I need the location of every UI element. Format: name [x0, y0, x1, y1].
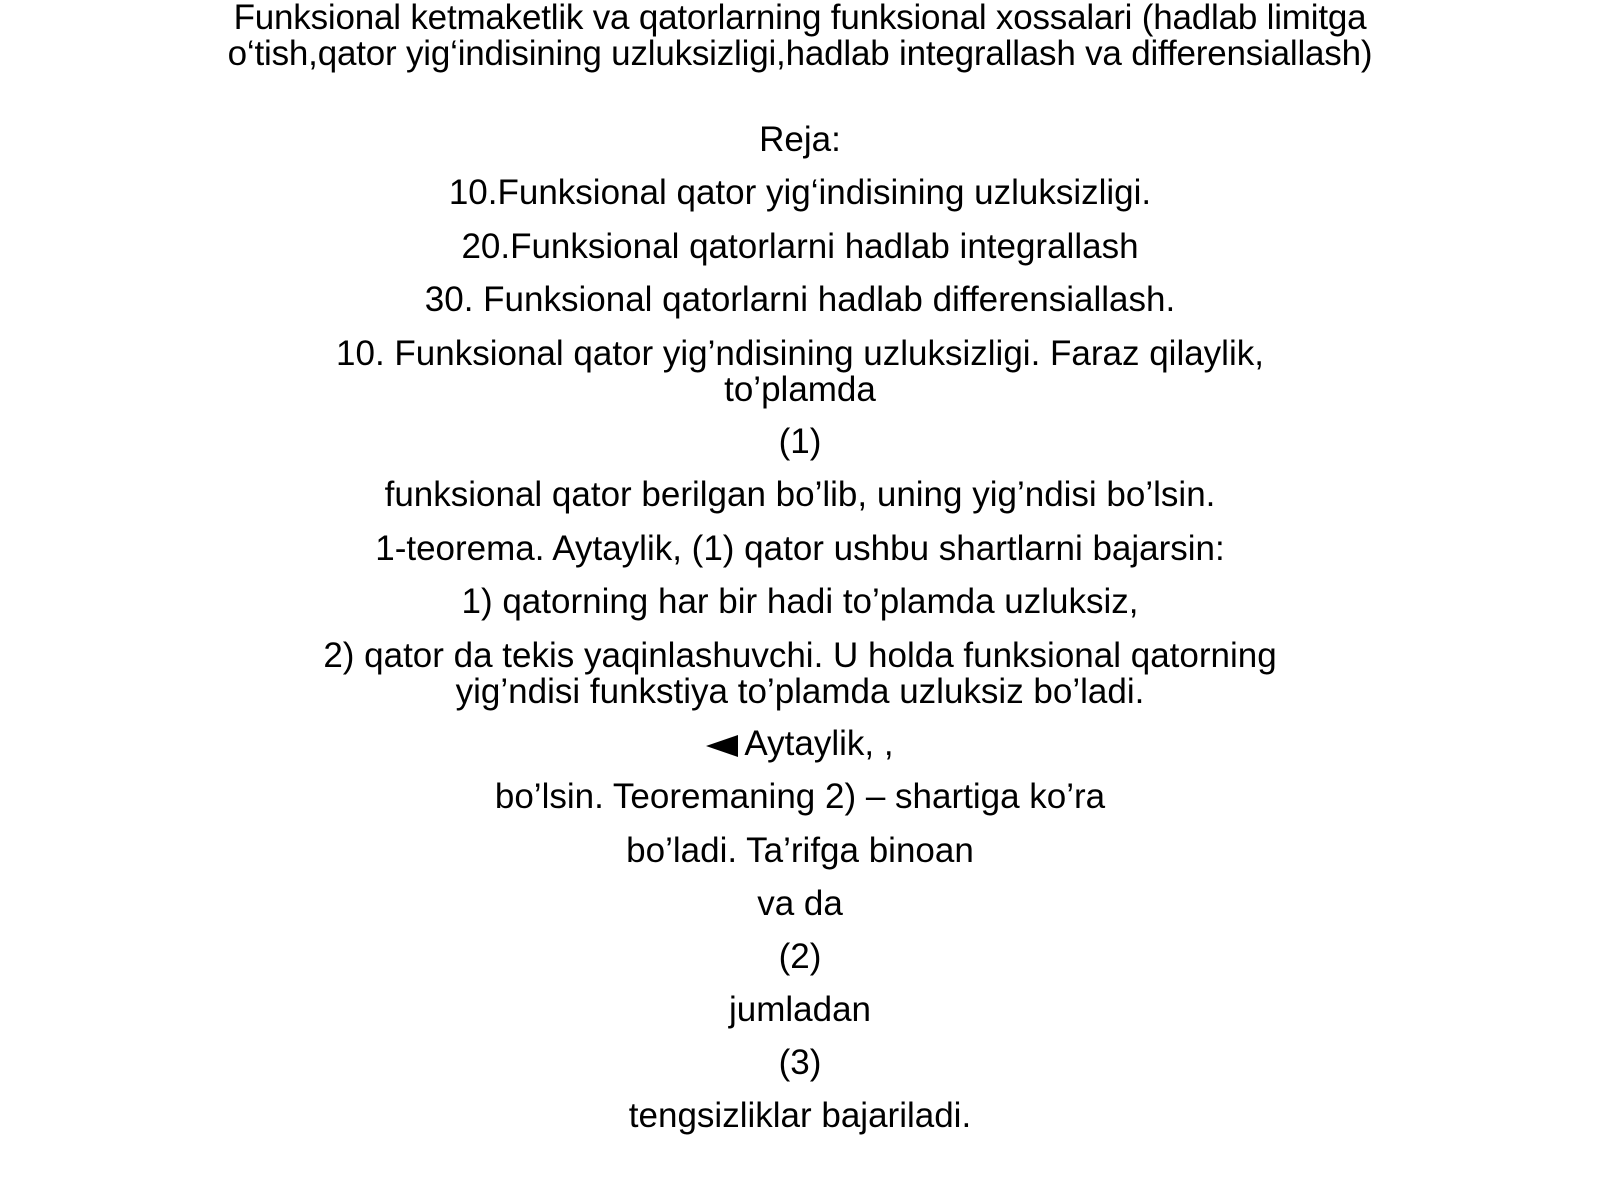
plan-item-2: 20.Funksional qatorlarni hadlab integrallash	[461, 227, 1139, 266]
series-definition: funksional qator berilgan bo’lib, uning yig’ndisi bo’lsin.	[384, 475, 1216, 514]
plan-item-3: 30. Funksional qatorlarni hadlab differensiallash.	[424, 280, 1176, 319]
theorem-condition-2: 2) qator da tekis yaqinlashuvchi. U holda funksional qatorning yig’ndisi funkstiya to’plamda uzluksiz bo’ladi.	[323, 636, 1277, 711]
proof-line-2: bo’ladi. Ta’rifga binoan	[626, 831, 974, 870]
plan-heading: Reja:	[759, 120, 841, 159]
theorem-condition-1: 1) qatorning har bir hadi to’plamda uzluksiz,	[461, 582, 1139, 621]
proof-start-text: Aytaylik, ,	[744, 724, 894, 763]
equation-label-3: (3)	[778, 1043, 822, 1082]
theorem-statement: 1-teorema. Aytaylik, (1) qator ushbu shartlarni bajarsin:	[375, 529, 1225, 568]
proof-line-3: va da	[757, 884, 843, 923]
proof-start	[150, 726, 1450, 762]
proof-line-4: jumladan	[728, 990, 872, 1029]
equation-label-2: (2)	[778, 937, 822, 976]
slide-title: Funksional ketmaketlik va qatorlarning funksional xossalari (hadlab limitga o‘tish,qator yig‘indisining uzluksizligi,hadlab integrallash va differensiallash)	[227, 0, 1373, 73]
proof-line-1: bo’lsin. Teoremaning 2) – shartiga ko’ra	[494, 777, 1106, 816]
proof-line-5: tengsizliklar bajariladi.	[628, 1096, 972, 1135]
section-intro: 10. Funksional qator yig’ndisining uzluksizligi. Faraz qilaylik, to’plamda	[336, 334, 1264, 409]
plan-item-1: 10.Funksional qator yig‘indisining uzluksizligi.	[448, 173, 1152, 212]
equation-label-1: (1)	[778, 422, 822, 461]
left-triangle-icon	[706, 735, 738, 757]
